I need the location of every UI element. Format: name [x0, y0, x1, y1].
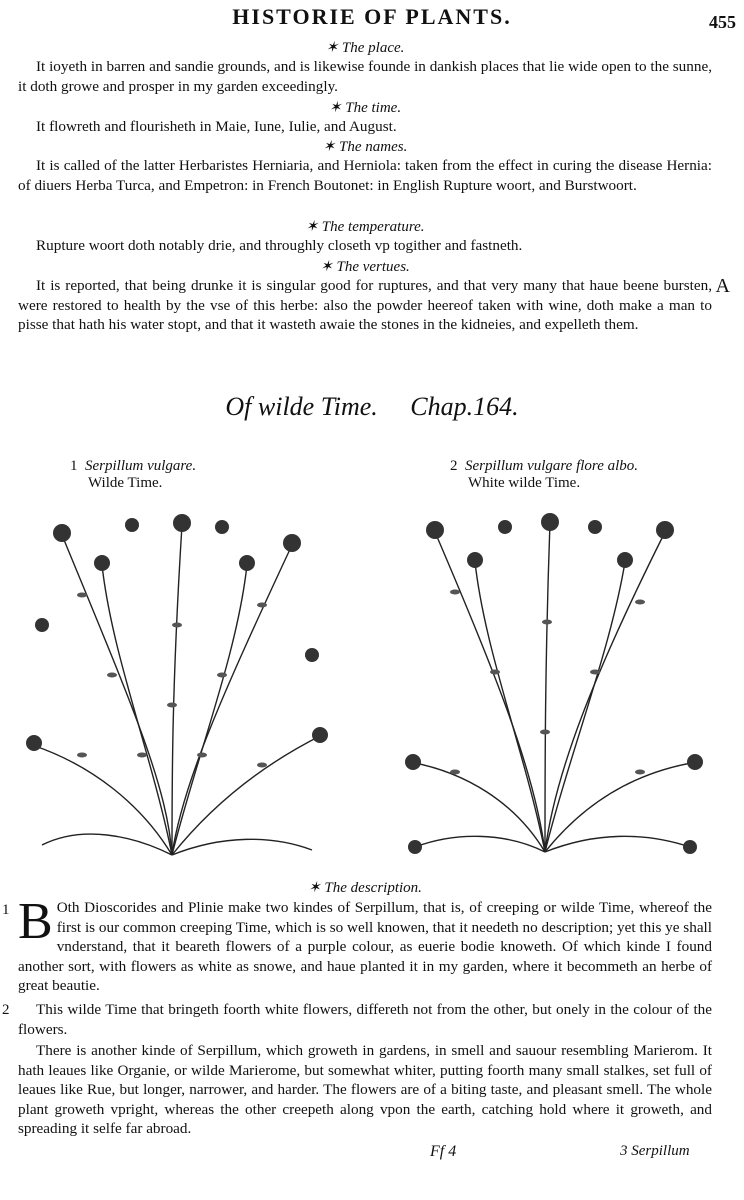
section-text: It is called of the latter Herbaristes Herniaria, and Herniola: taken from the effect in curing the disease Hernia: of diuers Herba Turca, and Empetron: in French Boutonet: in English Rupture woort, and Burstwoort. [18, 157, 712, 194]
chapter-heading [0, 392, 744, 422]
running-title: HISTORIE OF PLANTS. [232, 4, 512, 29]
figure-2-caption [450, 458, 638, 492]
signature-mark: Ff 4 [430, 1143, 457, 1160]
chapter-title: Of wilde Time. [225, 392, 378, 421]
folio-number: 455 [709, 12, 736, 32]
section-names [18, 137, 712, 195]
section-text: It ioyeth in barren and sandie grounds, and is likewise founde in dankish places that lie wide open to the sunne, it doth growe and prosper in my garden exceedingly. [18, 58, 712, 95]
paragraph-number-2: 2 [2, 1002, 10, 1018]
section-heading: ✶ The time. [328, 100, 402, 116]
section-text: It flowreth and flourisheth in Maie, Iune, Iulie, and August. [36, 118, 397, 135]
figure-english-name: White wilde Time. [468, 475, 581, 491]
section-place [18, 38, 712, 96]
section-temperature [18, 217, 712, 256]
paragraph-number-1: 1 [2, 902, 10, 918]
section-heading: ✶ The description. [308, 880, 422, 896]
section-vertues [18, 257, 712, 335]
section-text: Rupture woort doth notably drie, and throughly closeth vp togither and fastneth. [36, 237, 523, 254]
figure-number: 1 [70, 458, 78, 474]
paragraph-text: There is another kinde of Serpillum, which groweth in gardens, in smell and sauour resembling Marierom. It hath leaues like Organie, or wilde Marierome, but somewhat whiter, putting foorth many small stalkes, set full of leaues like Rue, but longer, narrower, and harder. The flowers are of a biting taste, and pleasant smell. The whole plant groweth vpright, whereas the other creepeth along vpon the earth, catching hold where it groweth, and spreading it selfe far abroad. [18, 1042, 712, 1137]
description-paragraph-2 [18, 1000, 712, 1039]
section-heading: ✶ The place. [325, 40, 405, 56]
paragraph-text: Oth Dioscorides and Plinie make two kindes of Serpillum, that is, of creeping or wilde Time, whereof the first is our common creeping Time, which is so well knowen, that it needeth no description; yet this ye shall vnderstand, that it beareth flowers of a purple colour, as euerie bodie knoweth. Of which kinde I found another sort, with flowers as white as snowe, and haue planted it in my garden, where it becommeth an herbe of great beautie. [18, 899, 712, 994]
section-time [18, 98, 712, 137]
figure-english-name: Wilde Time. [88, 475, 163, 491]
paragraph-text: This wilde Time that bringeth foorth white flowers, differeth not from the other, but onely in the colour of the flowers. [18, 1001, 712, 1038]
figure-latin-name: Serpillum vulgare flore albo. [465, 458, 639, 474]
figure-number: 2 [450, 458, 458, 474]
figure-latin-name: Serpillum vulgare. [85, 458, 197, 474]
wilde-time-illustration [22, 505, 332, 865]
description-paragraph-3 [18, 1041, 712, 1139]
white-wilde-time-illustration [405, 512, 705, 862]
margin-letter: A [715, 275, 730, 297]
figure-1-caption [70, 458, 196, 492]
section-text: It is reported, that being drunke it is singular good for ruptures, and that very many that haue beene bursten, were restored to health by the vse of this herbe: also the powder heereof taken with wine, doth make a man to pisse that hath his water stopt, and that it wasteth awaie the stones in the kidneies, and expelleth them. [18, 277, 712, 333]
chapter-number: Chap.164. [410, 392, 519, 421]
section-description [18, 878, 712, 897]
section-heading: ✶ The temperature. [305, 219, 425, 235]
section-heading: ✶ The names. [322, 139, 408, 155]
description-paragraph-1 [18, 893, 712, 996]
section-heading: ✶ The vertues. [320, 259, 410, 275]
drop-cap: B [18, 893, 53, 950]
catchword: 3 Serpillum [620, 1143, 690, 1159]
